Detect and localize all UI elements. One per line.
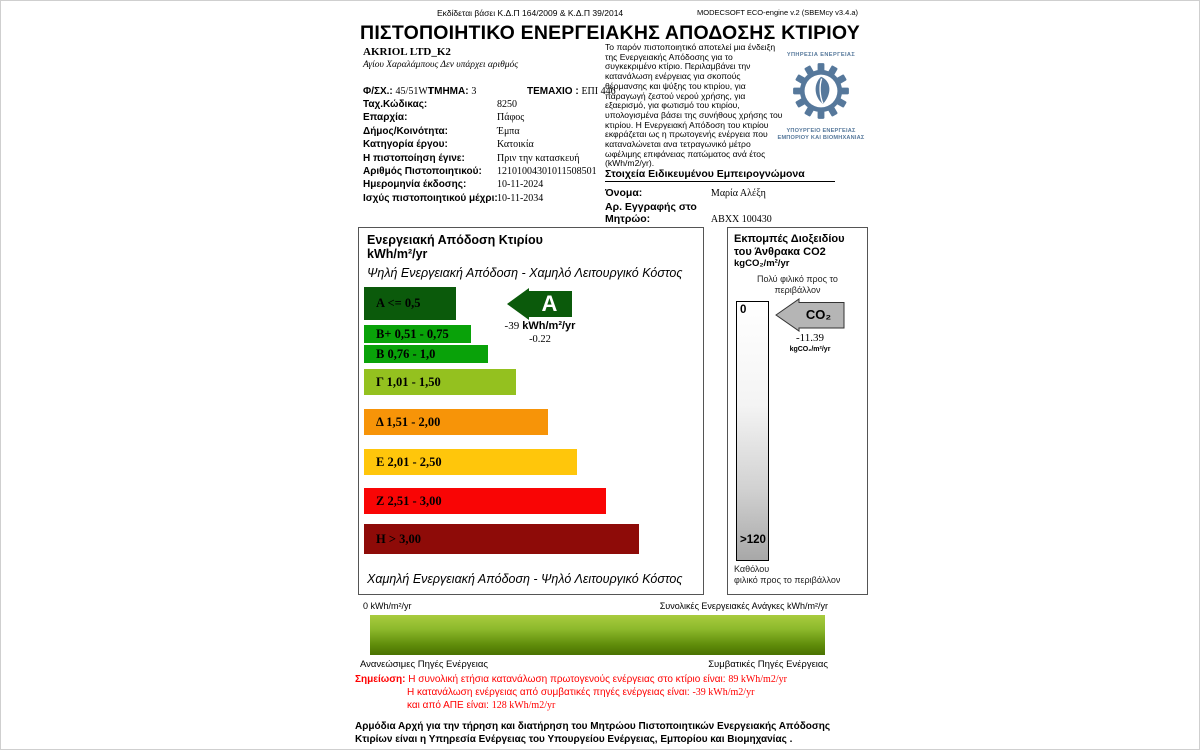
details-label: Επαρχία: [363,112,408,124]
epc-band-Η [364,524,639,554]
epc-band-Β+ [364,325,471,343]
details-value: Κατοικία [497,139,534,151]
plot-section-value: 3 [471,86,477,97]
co2-value: -11.39 [795,332,824,344]
totals-zero-label: 0 kWh/m²/yr [363,601,412,611]
total-energy-bar [370,615,825,655]
epc-panel-title-line1: Ενεργειακή Απόδοση Κτιρίου [367,233,543,247]
epc-band-Δ [364,409,548,435]
details-label: Η πιστοποίηση έγινε: [363,152,465,164]
details-row [363,126,703,139]
plot-section-field [428,86,476,97]
epc-band-Ε [364,449,577,475]
epc-band-label: Δ 1,51 - 2,00 [376,415,441,429]
note3-value: 128 kWh/m2/yr [491,700,556,712]
details-label: Δήμος/Κοινότητα: [363,125,449,137]
epc-band-Γ [364,369,516,395]
epc-band-label: Ζ 2,51 - 3,00 [376,494,442,508]
co2-bottom-note [734,564,840,586]
energy-performance-panel [358,227,704,595]
expert-registry-value: ABXX 100430 [710,214,772,225]
authority-footer: Αρμόδια Αρχή για την τήρηση και διατήρηση του Μητρώου Πιστοποιητικών Ενεργειακής Απόδοσης Κτιρίων είναι η Υπηρεσία Ενέργειας του Υπουργείου Ενέργειας, Εμπορίου και Βιομηχανίας . [355,721,831,745]
details-row [363,153,703,166]
co2-bottom-note-line1: Καθόλου [734,564,770,574]
details-label: Αριθμός Πιστοποιητικού: [363,165,482,177]
co2-bottom-note-line2: φιλικό προς το περιβάλλον [734,575,841,585]
expert-name-value: Μαρία Αλέξη [710,188,766,199]
co2-top-note [728,274,867,295]
co2-emissions-panel [727,227,868,595]
logo-arc-text: ΥΠΗΡΕΣΙΑ ΕΝΕΡΓΕΙΑΣ [786,52,856,58]
details-label: Ημερομηνία έκδοσης: [363,179,467,191]
rating-unit: kWh/m²/yr [522,320,576,332]
totals-axis-label: Συνολικές Ενεργειακές Ανάγκες kWh/m²/yr [659,601,828,611]
epc-top-caption: Ψηλή Ενεργειακή Απόδοση - Χαμηλό Λειτουργικό Κόστος [367,266,683,280]
certificate-description: Το παρόν πιστοποιητικό αποτελεί μια ένδειξη της Ενεργειακής Απόδοσης για το συγκεκριμένο κτίριο. Περιλαμβάνει την κατανάλωση ενέργειας για σκοπούς θέρμανσης και ψύξης του κτιρίου, για παραγωγή ζεστού νερού χρήσης, για εξαερισμό, για φωτισμό του κτιρίου, υπολογισμένα βάσει της συνήθους χρήσης του κτιρίου. Η Ενεργειακή Απόδοση του κτιρίου εκφράζεται ως η πρωτογενής ενέργεια που καταναλώνεται ανα τετραγωνικό μέτρο ωφέλιμης επιφάνειας πατώματος ανά έτος (kWh/m2/yr). [605,42,783,169]
details-value: Πάφος [497,112,525,124]
co2-panel-title [734,233,845,271]
expert-name-label: Όνομα: [605,187,643,199]
logo-ministry-line1: ΥΠΟΥΡΓΕΙΟ ΕΝΕΡΓΕΙΑΣ [786,128,856,134]
expert-section-heading: Στοιχεία Ειδικευμένου Εμπειρογνώμονα [605,168,805,180]
co2-title-line2: του Άνθρακα CO2 [734,245,826,258]
epc-band-label: Η > 3,00 [376,532,421,546]
plot-parcel-value: ΕΠΙ 446 [581,86,616,97]
epc-band-label: Β 0,76 - 1,0 [376,347,436,361]
details-label: Ταχ.Κώδικας: [363,99,428,110]
note2-value: -39 kWh/m2/yr [692,687,755,699]
epc-band-Β [364,345,488,363]
plot-section-label: ΤΜΗΜΑ: [428,86,469,97]
co2-top-note-line2: περιβάλλον [774,284,821,295]
expert-registry-label: Αρ. Εγγραφής στο Μητρώο: [605,201,697,225]
plot-parcel-label: ΤΕΜΑΧΙΟ : [527,86,579,97]
plot-sheet-label: Φ/ΣΧ.: [363,86,393,97]
co2-value-unit: kgCO₂/m²/yr [789,346,831,353]
epc-panel-title-unit: kWh/m²/yr [367,247,428,261]
details-label: Κατηγορία έργου: [363,139,448,151]
co2-scale-max: >120 [740,534,766,546]
plot-sheet-field [363,86,433,97]
epc-band-label: Γ 1,01 - 1,50 [376,375,441,389]
epc-band-Ζ [364,488,606,514]
expert-registry-field [605,201,772,225]
logo-ministry-line2: ΕΜΠΟΡΙΟΥ ΚΑΙ ΒΙΟΜΗΧΑΝΙΑΣ [777,135,865,141]
details-value: 10-11-2024 [497,179,544,191]
notes-block [355,673,787,713]
rating-value-line [492,320,588,332]
note-line-2 [355,686,787,699]
details-value: 12101004301011508501 [497,165,597,177]
co2-scale-min: 0 [740,304,747,316]
conventional-sources-label: Συμβατικές Πηγές Ενέργειας [708,659,828,670]
owner-name: AKRIOL LTD_K2 [363,46,451,58]
expert-section-rule [605,181,835,182]
renewable-sources-label: Ανανεώσιμες Πηγές Ενέργειας [360,659,488,670]
co2-title-line1: Εκπομπές Διοξειδίου [734,233,845,245]
details-value: Έμπα [497,125,520,137]
details-row [363,139,703,152]
plot-parcel-field [527,86,616,97]
energy-service-logo [776,52,866,142]
details-row [363,112,703,125]
co2-gradient-scale [736,301,769,561]
rating-value: -39 [504,320,520,332]
owner-address: Αγίου Χαραλάμπους Δεν υπάρχει αριθμός [363,60,519,70]
co2-title-unit: kgCO₂/m²/yr [734,258,790,269]
details-label: Ισχύς πιστοποιητικού μέχρι: [363,192,498,204]
co2-arrow-label: CO₂ [805,307,832,322]
epc-band-Α [364,287,456,320]
note-heading: Σημείωση: [355,674,406,685]
note1-text: Η συνολική ετήσια κατανάλωση πρωτογενούς ενέργειας στο κτίριο είναι: [408,674,726,685]
note2-text: Η κατανάλωση ενέργειας από συμβατικές πηγές ενέργειας είναι: [407,687,690,699]
plot-sheet-value: 45/51W1 [395,86,433,97]
epc-panel-title [367,233,543,261]
epc-band-label: Α <= 0,5 [376,296,421,310]
details-row [363,99,703,112]
page-title: ΠΙΣΤΟΠΟΙΗΤΙΚΟ ΕΝΕΡΓΕΙΑΚΗΣ ΑΠΟΔΟΣΗΣ ΚΤΙΡΙΟΥ [360,22,860,44]
epc-band-label: Β+ 0,51 - 0,75 [376,327,449,341]
details-value: 8250 [497,99,517,110]
note1-value: 89 kWh/m2/yr [728,674,787,685]
details-value: Πριν την κατασκευή [497,152,580,164]
note-line-1 [355,673,787,686]
regulation-note: Εκδίδεται βάσει Κ.Δ.Π 164/2009 & Κ.Δ.Π 39/2014 [437,8,624,18]
epc-bottom-caption: Χαμηλή Ενεργειακή Απόδοση - Ψηλό Λειτουργικό Κόστος [367,572,683,586]
rating-secondary-value: -0.22 [529,334,551,345]
rating-letter: Α [541,291,558,316]
gear-leaf-icon [790,60,852,122]
details-value: 10-11-2034 [497,192,544,204]
note-line-3 [355,699,787,712]
epc-band-label: Ε 2,01 - 2,50 [376,455,442,469]
expert-name-field [605,187,766,199]
engine-version-note: MODECSOFT ECO-engine v.2 (SBEMcy v3.4.a) [696,8,858,17]
note3-text: και από ΑΠΕ είναι: [407,700,489,712]
co2-top-note-line1: Πολύ φιλικό προς το [757,274,838,284]
